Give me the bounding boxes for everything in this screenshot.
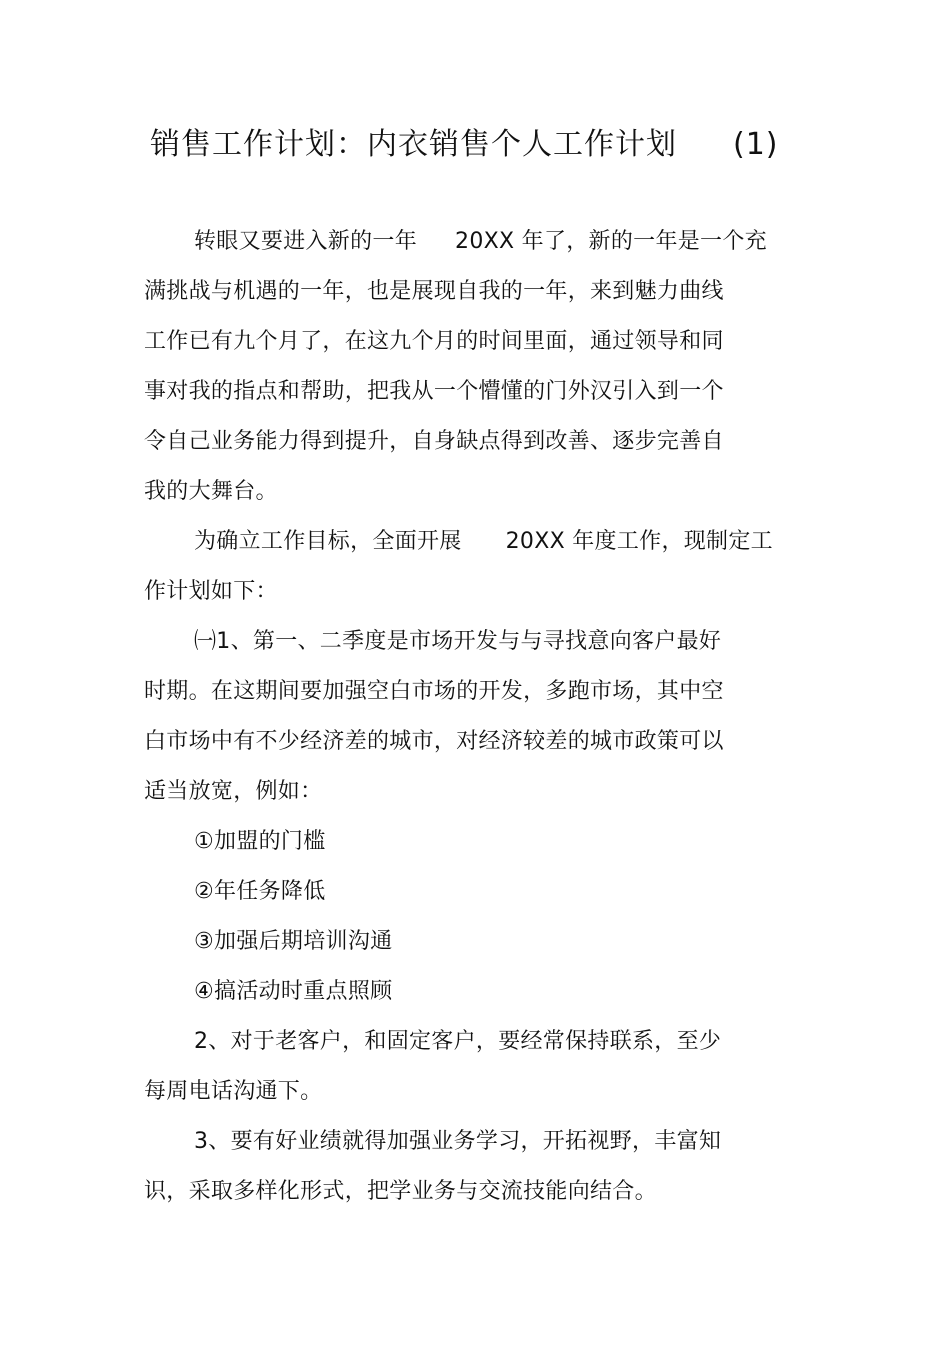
list-item: ③加强后期培训沟通 — [194, 929, 393, 954]
paragraph-5-line-1: 3、要有好业绩就得加强业务学习，开拓视野，丰富知 — [194, 1129, 722, 1154]
title-number: (1) — [733, 127, 779, 162]
list-item: ①加盟的门槛 — [194, 829, 326, 854]
title-text: 销售工作计划：内衣销售个人工作计划 — [150, 127, 677, 162]
paragraph-3-line-3: 白市场中有不少经济差的城市，对经济较差的城市政策可以 — [144, 729, 724, 754]
paragraph-1-line-5: 令自己业务能力得到提升，自身缺点得到改善、逐步完善自 — [144, 429, 724, 454]
text-segment: 20XX 年了，新的一年是一个充 — [455, 229, 767, 254]
paragraph-2-line-1 — [194, 527, 773, 557]
paragraph-2-line-2: 作计划如下： — [144, 579, 278, 604]
list-item: ②年任务降低 — [194, 879, 326, 904]
text-segment: 20XX 年度工作，现制定工 — [505, 529, 773, 554]
paragraph-5-line-2: 识，采取多样化形式，把学业务与交流技能向结合。 — [144, 1179, 657, 1204]
list-item: ④搞活动时重点照顾 — [194, 979, 393, 1004]
paragraph-1-line-2: 满挑战与机遇的一年，也是展现自我的一年，来到魅力曲线 — [144, 279, 724, 304]
paragraph-1-line-4: 事对我的指点和帮助，把我从一个懵懂的门外汉引入到一个 — [144, 379, 724, 404]
paragraph-3-line-4: 适当放宽，例如： — [144, 779, 323, 804]
paragraph-1-line-6: 我的大舞台。 — [144, 479, 278, 504]
paragraph-4-line-2: 每周电话沟通下。 — [144, 1079, 323, 1104]
paragraph-1-line-1 — [194, 227, 767, 257]
paragraph-4-line-1: 2、对于老客户，和固定客户，要经常保持联系，至少 — [194, 1029, 722, 1054]
document-title — [150, 124, 779, 166]
paragraph-3-line-2: 时期。在这期间要加强空白市场的开发，多跑市场，其中空 — [144, 679, 724, 704]
text-segment: 转眼又要进入新的一年 — [194, 229, 418, 254]
paragraph-3-line-1: ㈠1、第一、二季度是市场开发与与寻找意向客户最好 — [194, 629, 722, 654]
text-segment: 为确立工作目标，全面开展 — [194, 529, 462, 554]
paragraph-1-line-3: 工作已有九个月了，在这九个月的时间里面，通过领导和同 — [144, 329, 724, 354]
